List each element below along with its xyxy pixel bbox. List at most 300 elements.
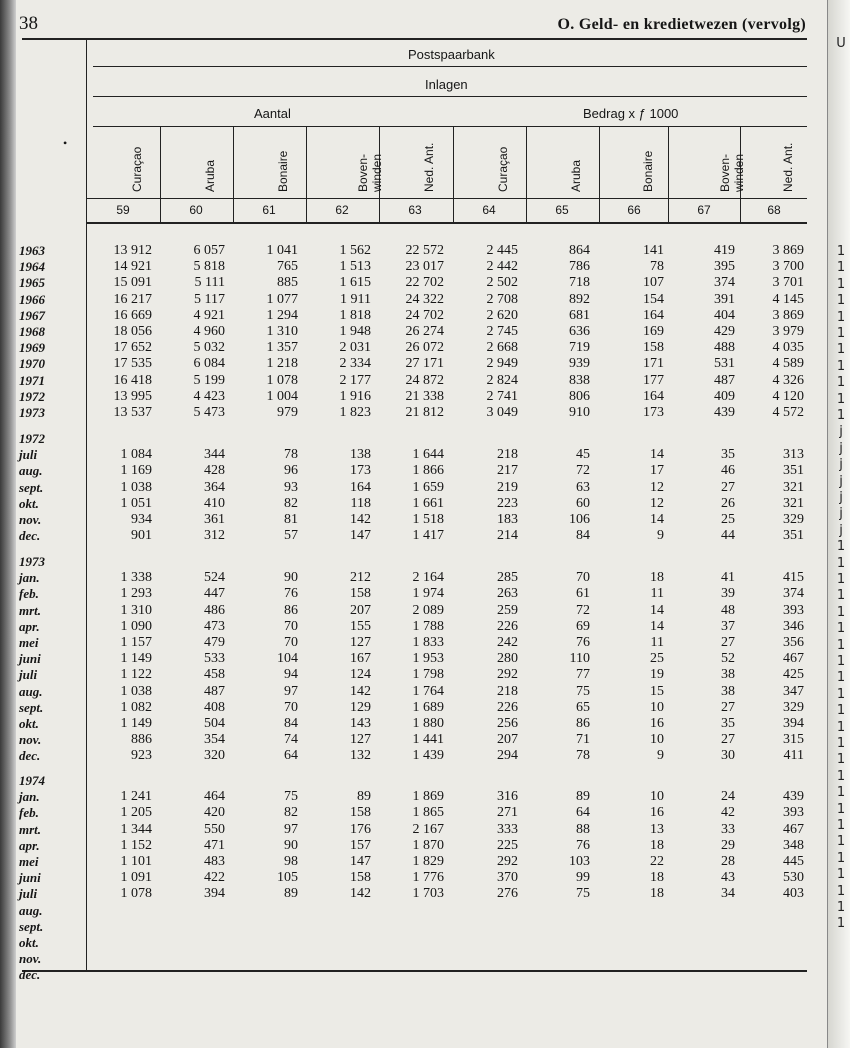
row-label: aug. bbox=[19, 683, 43, 699]
table-cell: 864 bbox=[569, 243, 590, 258]
header-inlagen: Inlagen bbox=[425, 77, 468, 92]
table-cell: 124 bbox=[350, 667, 371, 683]
table-cell: 76 bbox=[284, 586, 298, 602]
row-label: 1964 bbox=[19, 259, 45, 275]
table-cell: 429 bbox=[714, 324, 735, 339]
table-cell: 22 572 bbox=[405, 243, 444, 258]
table-cell: 2 089 bbox=[412, 602, 444, 618]
table-cell: 3 979 bbox=[772, 324, 804, 339]
table-cell: 1 038 bbox=[120, 479, 152, 495]
table-cell: 1 169 bbox=[120, 463, 152, 479]
edge-mark: 1 bbox=[836, 670, 846, 686]
column-head-1 bbox=[130, 147, 144, 192]
table-cell: 2 164 bbox=[412, 570, 444, 586]
row-label: nov. bbox=[19, 732, 42, 748]
table-cell: 218 bbox=[497, 683, 518, 699]
table-cell: 1 310 bbox=[120, 602, 152, 618]
column-head-5 bbox=[422, 143, 436, 192]
table-cell: 24 bbox=[721, 789, 735, 805]
row-label: okt. bbox=[19, 716, 39, 731]
table-cell: 11 bbox=[650, 586, 664, 602]
edge-mark: 1 bbox=[836, 867, 846, 883]
table-cell: 70 bbox=[284, 635, 298, 650]
row-label: juli bbox=[19, 886, 38, 902]
table-cell: 1 703 bbox=[412, 886, 444, 902]
column-head-7 bbox=[569, 160, 583, 192]
table-cell: 487 bbox=[204, 683, 225, 699]
edge-mark: 1 bbox=[836, 391, 846, 407]
table-cell: 4 960 bbox=[193, 324, 225, 339]
table-cell: 2 824 bbox=[486, 372, 518, 388]
table-cell: 24 872 bbox=[405, 372, 444, 388]
table-cell: 35 bbox=[721, 447, 735, 463]
table-cell: 169 bbox=[643, 324, 664, 339]
table-cell: 1 084 bbox=[120, 447, 152, 463]
table-cell: 218 bbox=[497, 447, 518, 463]
table-top-rule bbox=[22, 38, 807, 40]
table-cell: 89 bbox=[284, 886, 298, 902]
table-cell: 447 bbox=[204, 586, 225, 602]
stub-divider bbox=[86, 38, 87, 970]
table-cell: 3 869 bbox=[772, 307, 804, 323]
table-cell: 142 bbox=[350, 886, 371, 902]
table-cell: 923 bbox=[131, 748, 152, 764]
table-cell: 223 bbox=[497, 495, 518, 511]
table-cell: 158 bbox=[350, 586, 371, 602]
table-cell: 256 bbox=[497, 716, 518, 731]
table-cell: 1 513 bbox=[339, 259, 371, 275]
row-label: juni bbox=[19, 870, 41, 886]
table-cell: 1 441 bbox=[412, 732, 444, 748]
row-label: mei bbox=[19, 635, 39, 650]
edge-mark: 1 bbox=[836, 818, 846, 833]
table-cell: 410 bbox=[204, 495, 225, 511]
table-cell: 25 bbox=[650, 651, 664, 667]
table-cell: 88 bbox=[576, 821, 590, 837]
table-cell: 391 bbox=[714, 291, 735, 307]
table-cell: 90 bbox=[284, 837, 298, 853]
row-label: 1971 bbox=[19, 372, 45, 388]
header-bedrag: Bedrag x ƒ 1000 bbox=[583, 106, 679, 121]
table-cell: 75 bbox=[576, 683, 590, 699]
row-label: mrt. bbox=[19, 821, 42, 837]
table-cell: 105 bbox=[277, 870, 298, 886]
row-label: okt. bbox=[19, 935, 39, 950]
table-cell: 11 bbox=[650, 635, 664, 650]
table-cell: 329 bbox=[783, 699, 804, 715]
table-cell: 225 bbox=[497, 837, 518, 853]
table-cell: 2 167 bbox=[412, 821, 444, 837]
table-cell: 530 bbox=[783, 870, 804, 886]
table-cell: 226 bbox=[497, 699, 518, 715]
table-cell: 1 562 bbox=[339, 243, 371, 258]
table-cell: 19 bbox=[650, 667, 664, 683]
column-head-text: Boven- bbox=[718, 153, 732, 192]
column-number: 59 bbox=[116, 203, 130, 217]
group-divider bbox=[453, 126, 454, 222]
table-cell: 167 bbox=[350, 651, 371, 667]
table-cell: 93 bbox=[284, 479, 298, 495]
table-cell: 65 bbox=[576, 699, 590, 715]
table-cell: 315 bbox=[783, 732, 804, 748]
row-label: dec. bbox=[19, 967, 41, 983]
table-cell: 242 bbox=[497, 635, 518, 650]
column-number: 62 bbox=[335, 203, 349, 217]
rule-postspaarbank bbox=[93, 66, 807, 67]
table-cell: 138 bbox=[350, 447, 371, 463]
table-cell: 5 032 bbox=[193, 340, 225, 356]
table-cell: 259 bbox=[497, 602, 518, 618]
column-head-text: Curaçao bbox=[130, 146, 144, 192]
table-cell: 9 bbox=[657, 748, 664, 764]
table-cell: 467 bbox=[783, 651, 804, 667]
table-cell: 22 702 bbox=[405, 275, 444, 291]
table-cell: 76 bbox=[576, 837, 590, 853]
table-cell: 21 338 bbox=[405, 388, 444, 404]
table-cell: 107 bbox=[643, 275, 664, 291]
column-head-9 bbox=[718, 154, 746, 192]
table-cell: 4 120 bbox=[772, 388, 804, 404]
table-cell: 439 bbox=[783, 789, 804, 805]
table-cell: 420 bbox=[204, 805, 225, 821]
table-cell: 142 bbox=[350, 512, 371, 527]
table-cell: 445 bbox=[783, 854, 804, 869]
table-cell: 27 bbox=[721, 699, 735, 715]
table-cell: 89 bbox=[576, 789, 590, 805]
table-cell: 1 953 bbox=[412, 651, 444, 667]
table-cell: 82 bbox=[284, 805, 298, 821]
table-cell: 103 bbox=[569, 854, 590, 869]
table-cell: 97 bbox=[284, 821, 298, 837]
table-cell: 18 bbox=[650, 886, 664, 902]
row-label: jan. bbox=[19, 570, 40, 586]
table-cell: 934 bbox=[131, 512, 152, 527]
column-number: 60 bbox=[189, 203, 203, 217]
edge-mark: 1 bbox=[836, 276, 846, 292]
table-cell: 34 bbox=[721, 886, 735, 902]
table-cell: 18 bbox=[650, 570, 664, 586]
row-label: feb. bbox=[19, 805, 39, 821]
row-label: 1973 bbox=[19, 405, 45, 420]
table-cell: 142 bbox=[350, 683, 371, 699]
table-cell: 75 bbox=[576, 886, 590, 902]
table-cell: 23 017 bbox=[405, 259, 444, 275]
table-cell: 15 091 bbox=[113, 275, 152, 291]
rule-column-numbers bbox=[86, 222, 807, 224]
table-cell: 16 bbox=[650, 805, 664, 821]
table-cell: 43 bbox=[721, 870, 735, 886]
edge-mark: j bbox=[839, 473, 843, 489]
table-cell: 17 652 bbox=[113, 340, 152, 356]
edge-mark: j bbox=[839, 424, 843, 440]
row-label: 1967 bbox=[19, 307, 45, 323]
table-cell: 910 bbox=[569, 405, 590, 420]
table-cell: 464 bbox=[204, 789, 225, 805]
edge-mark: 1 bbox=[836, 309, 846, 325]
table-cell: 15 bbox=[650, 683, 664, 699]
row-label: juli bbox=[19, 667, 38, 683]
table-cell: 27 bbox=[721, 479, 735, 495]
table-cell: 64 bbox=[284, 748, 298, 764]
edge-mark: j bbox=[839, 490, 843, 505]
table-cell: 2 445 bbox=[486, 243, 518, 258]
table-cell: 374 bbox=[783, 586, 804, 602]
table-cell: 26 072 bbox=[405, 340, 444, 356]
table-cell: 12 bbox=[650, 495, 664, 511]
table-cell: 81 bbox=[284, 512, 298, 527]
edge-mark: 1 bbox=[836, 900, 846, 915]
table-cell: 1 880 bbox=[412, 716, 444, 731]
column-head-2 bbox=[203, 160, 217, 192]
table-cell: 1 829 bbox=[412, 854, 444, 869]
table-cell: 439 bbox=[714, 405, 735, 420]
table-cell: 16 669 bbox=[113, 307, 152, 323]
row-label: juni bbox=[19, 651, 41, 667]
column-head-8 bbox=[641, 151, 655, 192]
column-head-text: Bonaire bbox=[641, 150, 655, 192]
col-divider-1 bbox=[160, 126, 161, 222]
table-cell: 5 117 bbox=[194, 291, 225, 307]
table-cell: 164 bbox=[643, 307, 664, 323]
table-cell: 84 bbox=[284, 716, 298, 731]
table-cell: 312 bbox=[204, 528, 225, 544]
table-cell: 2 668 bbox=[486, 340, 518, 356]
table-cell: 217 bbox=[497, 463, 518, 479]
table-cell: 1 218 bbox=[266, 356, 298, 372]
table-cell: 901 bbox=[131, 528, 152, 544]
table-bottom-rule bbox=[22, 970, 807, 972]
table-cell: 171 bbox=[643, 356, 664, 372]
table-cell: 70 bbox=[284, 699, 298, 715]
table-cell: 1 078 bbox=[266, 372, 298, 388]
edge-mark: j bbox=[839, 522, 843, 538]
table-cell: 524 bbox=[204, 570, 225, 586]
table-cell: 1 948 bbox=[339, 324, 371, 339]
column-head-10 bbox=[781, 143, 795, 192]
table-cell: 1 439 bbox=[412, 748, 444, 764]
table-cell: 18 bbox=[650, 870, 664, 886]
table-cell: 5 818 bbox=[193, 259, 225, 275]
table-cell: 1 357 bbox=[266, 340, 298, 356]
table-cell: 285 bbox=[497, 570, 518, 586]
table-cell: 333 bbox=[497, 821, 518, 837]
col-divider-6 bbox=[526, 126, 527, 222]
edge-mark: 1 bbox=[836, 637, 846, 653]
edge-mark: 1 bbox=[836, 408, 846, 423]
table-cell: 27 bbox=[721, 635, 735, 650]
row-label: feb. bbox=[19, 586, 39, 602]
column-head-text: Aruba bbox=[569, 159, 583, 192]
table-cell: 89 bbox=[357, 789, 371, 805]
table-cell: 5 473 bbox=[193, 405, 225, 420]
table-cell: 14 921 bbox=[113, 259, 152, 275]
edge-mark: 1 bbox=[836, 850, 846, 866]
table-cell: 292 bbox=[497, 667, 518, 683]
table-cell: 346 bbox=[783, 618, 804, 634]
table-cell: 177 bbox=[643, 372, 664, 388]
table-cell: 13 bbox=[650, 821, 664, 837]
col-divider-8 bbox=[668, 126, 669, 222]
table-cell: 636 bbox=[569, 324, 590, 339]
table-cell: 69 bbox=[576, 618, 590, 634]
table-cell: 104 bbox=[277, 651, 298, 667]
table-cell: 1 078 bbox=[120, 886, 152, 902]
table-cell: 99 bbox=[576, 870, 590, 886]
table-cell: 158 bbox=[350, 870, 371, 886]
table-cell: 5 199 bbox=[193, 372, 225, 388]
rule-inlagen bbox=[93, 96, 807, 97]
row-label: apr. bbox=[19, 618, 40, 634]
table-cell: 14 bbox=[650, 618, 664, 634]
table-cell: 533 bbox=[204, 651, 225, 667]
table-cell: 1 869 bbox=[412, 789, 444, 805]
edge-mark: 1 bbox=[836, 588, 846, 604]
edge-mark: 1 bbox=[836, 621, 846, 637]
table-cell: 1 916 bbox=[339, 388, 371, 404]
table-cell: 4 035 bbox=[772, 340, 804, 356]
table-cell: 75 bbox=[284, 789, 298, 805]
table-cell: 1 823 bbox=[339, 405, 371, 420]
table-cell: 1 082 bbox=[120, 699, 152, 715]
table-cell: 488 bbox=[714, 340, 735, 356]
edge-mark: 1 bbox=[836, 260, 846, 276]
table-cell: 1 038 bbox=[120, 683, 152, 699]
edge-mark: 1 bbox=[836, 244, 846, 259]
table-cell: 1 077 bbox=[266, 291, 298, 307]
table-cell: 46 bbox=[721, 463, 735, 479]
table-cell: 72 bbox=[576, 463, 590, 479]
header-aantal: Aantal bbox=[254, 106, 291, 121]
table-cell: 313 bbox=[783, 447, 804, 463]
table-cell: 1 518 bbox=[412, 512, 444, 527]
table-cell: 467 bbox=[783, 821, 804, 837]
table-cell: 504 bbox=[204, 716, 225, 731]
table-cell: 33 bbox=[721, 821, 735, 837]
table-cell: 2 502 bbox=[486, 275, 518, 291]
row-label: sept. bbox=[19, 699, 44, 715]
table-cell: 2 442 bbox=[486, 259, 518, 275]
table-cell: 356 bbox=[783, 635, 804, 650]
table-cell: 531 bbox=[714, 356, 735, 372]
edge-mark: 1 bbox=[836, 916, 846, 932]
table-cell: 347 bbox=[783, 683, 804, 699]
table-cell: 44 bbox=[721, 528, 735, 544]
column-head-text: Aruba bbox=[203, 159, 217, 192]
table-cell: 13 537 bbox=[113, 405, 152, 420]
table-cell: 212 bbox=[350, 570, 371, 586]
table-cell: 422 bbox=[204, 870, 225, 886]
row-label: 1963 bbox=[19, 243, 45, 258]
table-cell: 479 bbox=[204, 635, 225, 650]
section-heading: 1974 bbox=[19, 773, 45, 788]
table-cell: 425 bbox=[783, 667, 804, 683]
table-cell: 10 bbox=[650, 789, 664, 805]
table-cell: 6 084 bbox=[193, 356, 225, 372]
table-cell: 84 bbox=[576, 528, 590, 544]
table-cell: 132 bbox=[350, 748, 371, 764]
table-cell: 681 bbox=[569, 307, 590, 323]
table-cell: 106 bbox=[569, 512, 590, 527]
table-cell: 60 bbox=[576, 495, 590, 511]
table-cell: 316 bbox=[497, 789, 518, 805]
table-cell: 74 bbox=[284, 732, 298, 748]
table-cell: 1 776 bbox=[412, 870, 444, 886]
table-cell: 2 745 bbox=[486, 324, 518, 339]
table-cell: 806 bbox=[569, 388, 590, 404]
table-cell: 157 bbox=[350, 837, 371, 853]
row-label: aug. bbox=[19, 463, 43, 479]
table-cell: 154 bbox=[643, 291, 664, 307]
table-cell: 28 bbox=[721, 854, 735, 869]
table-cell: 26 274 bbox=[405, 324, 444, 339]
table-cell: 1 644 bbox=[412, 447, 444, 463]
edge-mark: 1 bbox=[836, 326, 846, 341]
row-label: sept. bbox=[19, 918, 44, 934]
table-cell: 394 bbox=[783, 716, 804, 731]
book-spine bbox=[0, 0, 16, 1048]
table-cell: 39 bbox=[721, 586, 735, 602]
edge-mark: 1 bbox=[836, 293, 846, 309]
table-cell: 42 bbox=[721, 805, 735, 821]
column-number: 65 bbox=[555, 203, 569, 217]
row-label: sept. bbox=[19, 479, 44, 495]
table-cell: 82 bbox=[284, 495, 298, 511]
table-cell: 1 310 bbox=[266, 324, 298, 339]
row-label: mrt. bbox=[19, 602, 42, 618]
edge-mark: j bbox=[839, 440, 843, 456]
column-head-text: Ned. Ant. bbox=[422, 142, 436, 192]
column-head-text: Bonaire bbox=[276, 150, 290, 192]
table-cell: 1 911 bbox=[340, 291, 371, 307]
table-cell: 280 bbox=[497, 651, 518, 667]
table-cell: 1 788 bbox=[412, 618, 444, 634]
edge-mark: 1 bbox=[836, 768, 846, 784]
table-cell: 14 bbox=[650, 447, 664, 463]
table-cell: 1 974 bbox=[412, 586, 444, 602]
row-label: jan. bbox=[19, 789, 40, 805]
row-label: 1969 bbox=[19, 340, 45, 356]
table-cell: 374 bbox=[714, 275, 735, 291]
table-cell: 41 bbox=[721, 570, 735, 586]
table-cell: 2 620 bbox=[486, 307, 518, 323]
table-cell: 1 004 bbox=[266, 388, 298, 404]
table-cell: 16 217 bbox=[113, 291, 152, 307]
table-cell: 276 bbox=[497, 886, 518, 902]
table-cell: 886 bbox=[131, 732, 152, 748]
edge-mark: 1 bbox=[836, 358, 846, 374]
table-cell: 4 921 bbox=[193, 307, 225, 323]
table-cell: 14 bbox=[650, 512, 664, 527]
section-heading: 1972 bbox=[19, 431, 45, 446]
table-cell: 471 bbox=[204, 837, 225, 853]
table-cell: 38 bbox=[721, 667, 735, 683]
row-label: dec. bbox=[19, 528, 41, 544]
row-label: 1972 bbox=[19, 388, 45, 404]
table-cell: 35 bbox=[721, 716, 735, 731]
table-cell: 892 bbox=[569, 291, 590, 307]
edge-mark: 1 bbox=[836, 736, 846, 751]
edge-mark: j bbox=[839, 506, 843, 522]
table-cell: 1 818 bbox=[339, 307, 371, 323]
column-head-text: Boven- bbox=[356, 153, 370, 192]
table-cell: 354 bbox=[204, 732, 225, 748]
table-cell: 25 bbox=[721, 512, 735, 527]
col-divider-2 bbox=[233, 126, 234, 222]
table-cell: 12 bbox=[650, 479, 664, 495]
table-cell: 1 041 bbox=[266, 243, 298, 258]
table-cell: 294 bbox=[497, 748, 518, 764]
table-cell: 127 bbox=[350, 732, 371, 748]
